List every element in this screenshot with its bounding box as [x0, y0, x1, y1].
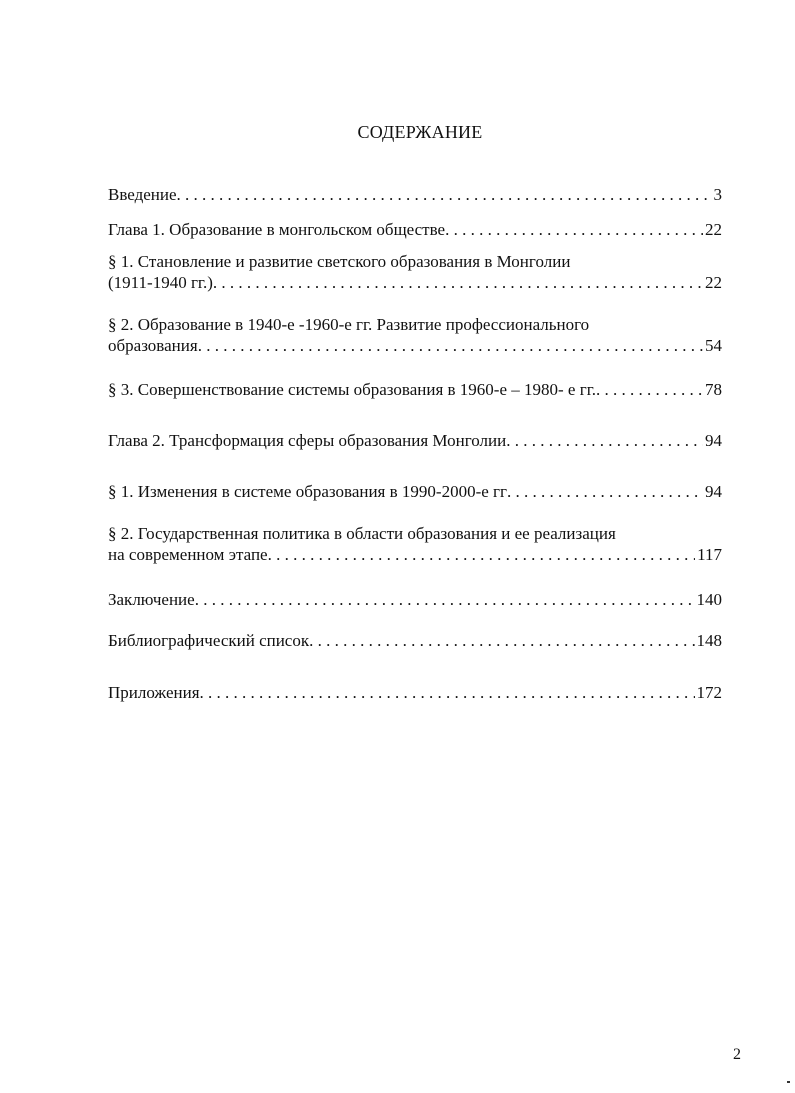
dot-leader [195, 589, 695, 610]
toc-entry-bibliography[interactable] [108, 630, 722, 651]
toc-entry-label: Глава 2. Трансформация сферы образования Монголии [108, 431, 507, 450]
dot-leader [596, 379, 703, 400]
toc-entry-ch1-section-3[interactable] [108, 379, 722, 400]
toc-page-number: 22 [705, 220, 722, 239]
toc-entry-label-cont: образования [108, 336, 198, 355]
dot-leader [309, 630, 694, 651]
toc-page-number: 148 [696, 631, 722, 650]
toc-page-number: 54 [705, 336, 722, 355]
toc-entry-label: Введение [108, 185, 177, 204]
toc-entry-label: § 1. Становление и развитие светского образования в Монголии [108, 252, 571, 271]
dot-leader [213, 272, 703, 293]
toc-page-number: 94 [705, 482, 722, 501]
toc-entry-introduction[interactable] [108, 184, 722, 205]
dot-leader [507, 481, 703, 502]
toc-entry-label: Приложения [108, 683, 200, 702]
page-number: 2 [733, 1046, 741, 1063]
scan-mark [787, 1081, 790, 1083]
toc-entry-ch2-section-1[interactable] [108, 481, 722, 502]
page-title: СОДЕРЖАНИЕ [357, 122, 483, 142]
toc-page-number: 94 [705, 431, 722, 450]
toc-entry-label-cont: (1911-1940 гг.) [108, 273, 213, 292]
toc-entry-label: Библиографический список [108, 631, 310, 650]
dot-leader [200, 682, 695, 703]
toc-entry-chapter-1[interactable] [108, 219, 722, 240]
toc-entry-chapter-2[interactable] [108, 430, 722, 451]
dot-leader [445, 219, 703, 240]
toc-entry-conclusion[interactable] [108, 589, 722, 610]
dot-leader [177, 184, 712, 205]
toc-page-number: 22 [705, 273, 722, 292]
toc-page-number: 3 [713, 185, 722, 204]
toc-entry-ch1-section-1[interactable] [108, 251, 722, 293]
toc-entry-label: § 3. Совершенствование системы образования в 1960-е – 1980- е гг. [108, 380, 597, 399]
toc-page-number: 140 [696, 590, 722, 609]
toc-page-number: 172 [696, 683, 722, 702]
toc-entry-label: Заключение [108, 590, 195, 609]
dot-leader [198, 335, 703, 356]
toc-entry-ch2-section-2[interactable] [108, 523, 722, 565]
dot-leader [268, 544, 696, 565]
toc-entry-label: Глава 1. Образование в монгольском обществе [108, 220, 446, 239]
toc-entry-label: § 1. Изменения в системе образования в 1990-2000-е гг [108, 482, 507, 501]
dot-leader [506, 430, 703, 451]
toc-page-number: 78 [705, 380, 722, 399]
toc-page-number: 117 [697, 545, 722, 564]
toc-entry-appendices[interactable] [108, 682, 722, 703]
toc-entry-label-cont: на современном этапе [108, 545, 268, 564]
toc-entry-label: § 2. Образование в 1940-е -1960-е гг. Развитие профессионального [108, 315, 590, 334]
toc-entry-ch1-section-2[interactable] [108, 314, 722, 356]
toc-entry-label: § 2. Государственная политика в области образования и ее реализация [108, 524, 616, 543]
